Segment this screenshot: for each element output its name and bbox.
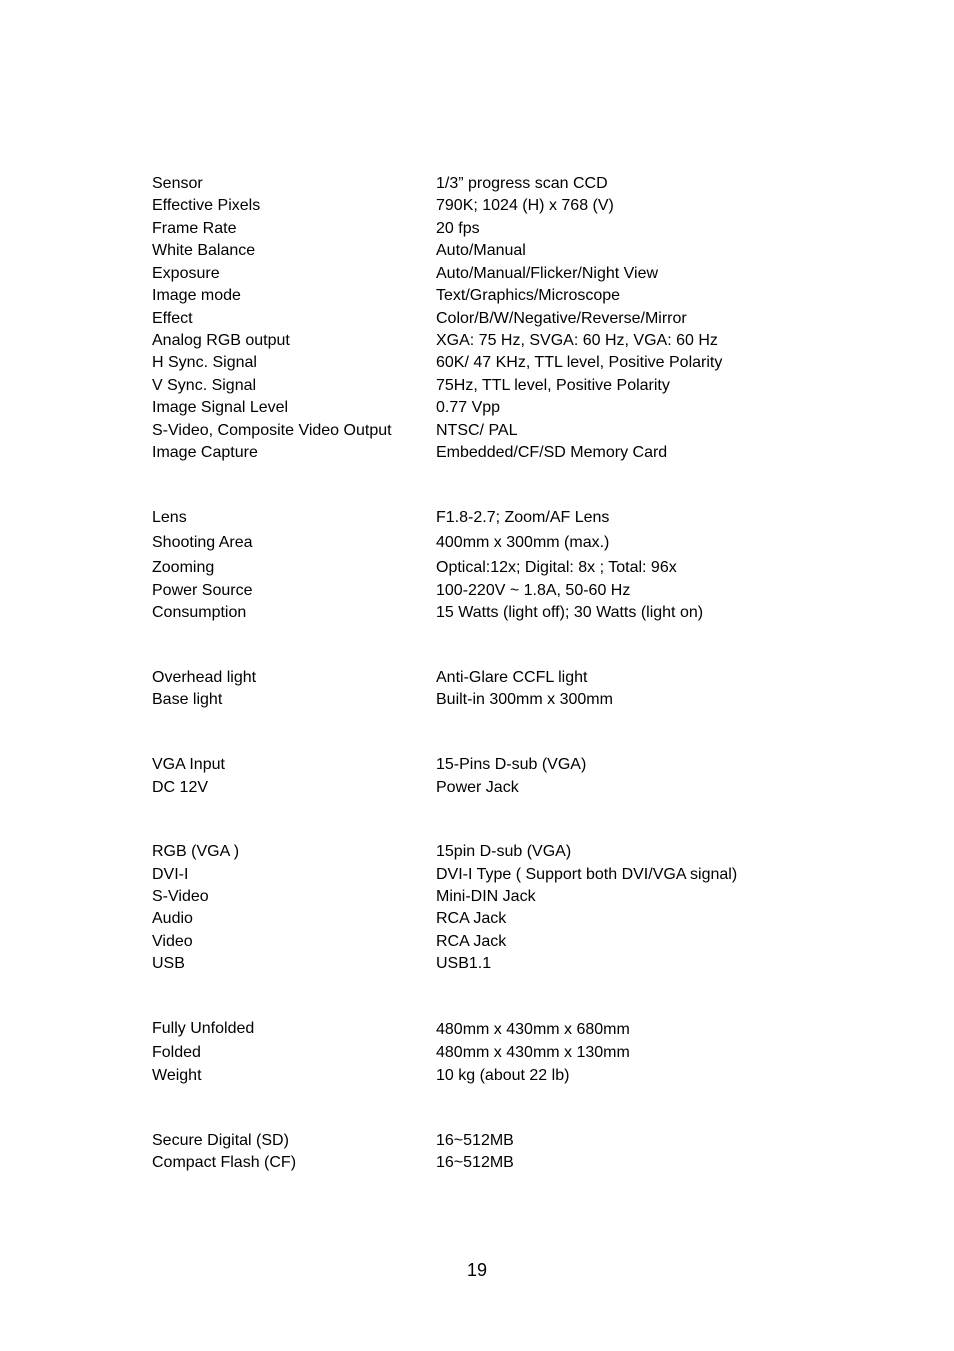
spec-label: Audio xyxy=(152,910,193,927)
spec-label: Compact Flash (CF) xyxy=(152,1154,297,1171)
spec-label: Analog RGB output xyxy=(152,332,290,349)
spec-row xyxy=(152,330,792,352)
spec-value: Optical:12x; Digital: 8x ; Total: 96x xyxy=(436,559,677,576)
spec-value: Auto/Manual xyxy=(436,242,526,259)
spec-value: 75Hz, TTL level, Positive Polarity xyxy=(436,377,670,394)
spec-row xyxy=(152,667,792,689)
spec-label: Consumption xyxy=(152,604,247,621)
spec-value: 15pin D-sub (VGA) xyxy=(436,843,572,860)
spec-value: F1.8-2.7; Zoom/AF Lens xyxy=(436,509,610,526)
spec-value: 60K/ 47 KHz, TTL level, Positive Polarity xyxy=(436,354,723,371)
spec-label: Sensor xyxy=(152,175,203,192)
spec-label: Lens xyxy=(152,509,187,526)
spec-value: RCA Jack xyxy=(436,910,507,927)
spec-label: Image Capture xyxy=(152,444,258,461)
spec-label: S-Video xyxy=(152,888,209,905)
spec-row xyxy=(152,308,792,330)
spec-row xyxy=(152,602,792,624)
spec-row xyxy=(152,173,792,195)
spec-label: DC 12V xyxy=(152,779,209,796)
spec-row xyxy=(152,841,792,863)
spec-label: Zooming xyxy=(152,559,215,576)
page-number: 19 xyxy=(466,1260,488,1280)
spec-label: Frame Rate xyxy=(152,220,237,237)
spec-label: S-Video, Composite Video Output xyxy=(152,422,392,439)
spec-label: RGB (VGA ) xyxy=(152,843,240,860)
spec-row xyxy=(152,886,792,908)
spec-label: Exposure xyxy=(152,265,220,282)
spec-value: 0.77 Vpp xyxy=(436,399,501,416)
spec-label: Effect xyxy=(152,310,193,327)
spec-label: Image mode xyxy=(152,287,241,304)
spec-row xyxy=(152,532,792,554)
spec-value: 20 fps xyxy=(436,220,480,237)
spec-row xyxy=(152,908,792,930)
spec-label: Folded xyxy=(152,1044,201,1061)
spec-row xyxy=(152,864,792,886)
spec-row xyxy=(152,285,792,307)
spec-value: XGA: 75 Hz, SVGA: 60 Hz, VGA: 60 Hz xyxy=(436,332,718,349)
spec-label: Effective Pixels xyxy=(152,197,261,214)
spec-value: Text/Graphics/Microscope xyxy=(436,287,621,304)
spec-row xyxy=(152,375,792,397)
spec-value: Embedded/CF/SD Memory Card xyxy=(436,444,668,461)
spec-row xyxy=(152,1130,792,1152)
spec-value: DVI-I Type ( Support both DVI/VGA signal) xyxy=(436,866,738,883)
spec-label: V Sync. Signal xyxy=(152,377,257,394)
spec-value: 480mm x 430mm x 680mm xyxy=(436,1021,630,1038)
spec-label: Shooting Area xyxy=(152,534,253,551)
spec-row xyxy=(152,1152,792,1174)
spec-label: Image Signal Level xyxy=(152,399,289,416)
spec-label: USB xyxy=(152,955,185,972)
spec-value: Color/B/W/Negative/Reverse/Mirror xyxy=(436,310,687,327)
spec-label: Overhead light xyxy=(152,669,257,686)
spec-value: Mini-DIN Jack xyxy=(436,888,536,905)
spec-label: Power Source xyxy=(152,582,253,599)
spec-row xyxy=(152,1042,792,1064)
spec-value: 100-220V ~ 1.8A, 50-60 Hz xyxy=(436,582,631,599)
spec-row xyxy=(152,263,792,285)
spec-value: Power Jack xyxy=(436,779,519,796)
spec-value: 15 Watts (light off); 30 Watts (light on) xyxy=(436,604,704,621)
spec-label: Base light xyxy=(152,691,223,708)
spec-row xyxy=(152,507,792,529)
spec-value: 16~512MB xyxy=(436,1154,514,1171)
spec-row xyxy=(152,240,792,262)
spec-row xyxy=(152,1065,792,1087)
spec-row xyxy=(152,557,792,579)
spec-label: Fully Unfolded xyxy=(152,1020,255,1037)
spec-row xyxy=(152,777,792,799)
spec-row xyxy=(152,931,792,953)
spec-row xyxy=(152,218,792,240)
spec-label: Weight xyxy=(152,1067,202,1084)
spec-label: Video xyxy=(152,933,193,950)
spec-row xyxy=(152,195,792,217)
spec-value: 1/3” progress scan CCD xyxy=(436,175,608,192)
spec-row xyxy=(152,442,792,464)
spec-value: 400mm x 300mm (max.) xyxy=(436,534,610,551)
spec-label: H Sync. Signal xyxy=(152,354,257,371)
spec-row xyxy=(152,754,792,776)
spec-value: NTSC/ PAL xyxy=(436,422,518,439)
spec-value: 480mm x 430mm x 130mm xyxy=(436,1044,630,1061)
spec-value: 15-Pins D-sub (VGA) xyxy=(436,756,587,773)
spec-value: USB1.1 xyxy=(436,955,492,972)
spec-value: 790K; 1024 (H) x 768 (V) xyxy=(436,197,614,214)
spec-label: DVI-I xyxy=(152,866,189,883)
spec-row xyxy=(152,689,792,711)
spec-value: 10 kg (about 22 lb) xyxy=(436,1067,570,1084)
spec-row xyxy=(152,1018,792,1040)
spec-label: VGA Input xyxy=(152,756,225,773)
spec-row xyxy=(152,397,792,419)
spec-label: Secure Digital (SD) xyxy=(152,1132,289,1149)
spec-value: Auto/Manual/Flicker/Night View xyxy=(436,265,659,282)
spec-label: White Balance xyxy=(152,242,256,259)
spec-row xyxy=(152,953,792,975)
spec-row xyxy=(152,352,792,374)
spec-row xyxy=(152,420,792,442)
spec-row xyxy=(152,580,792,602)
spec-value: RCA Jack xyxy=(436,933,507,950)
spec-value: Anti-Glare CCFL light xyxy=(436,669,588,686)
spec-value: 16~512MB xyxy=(436,1132,514,1149)
spec-value: Built-in 300mm x 300mm xyxy=(436,691,613,708)
